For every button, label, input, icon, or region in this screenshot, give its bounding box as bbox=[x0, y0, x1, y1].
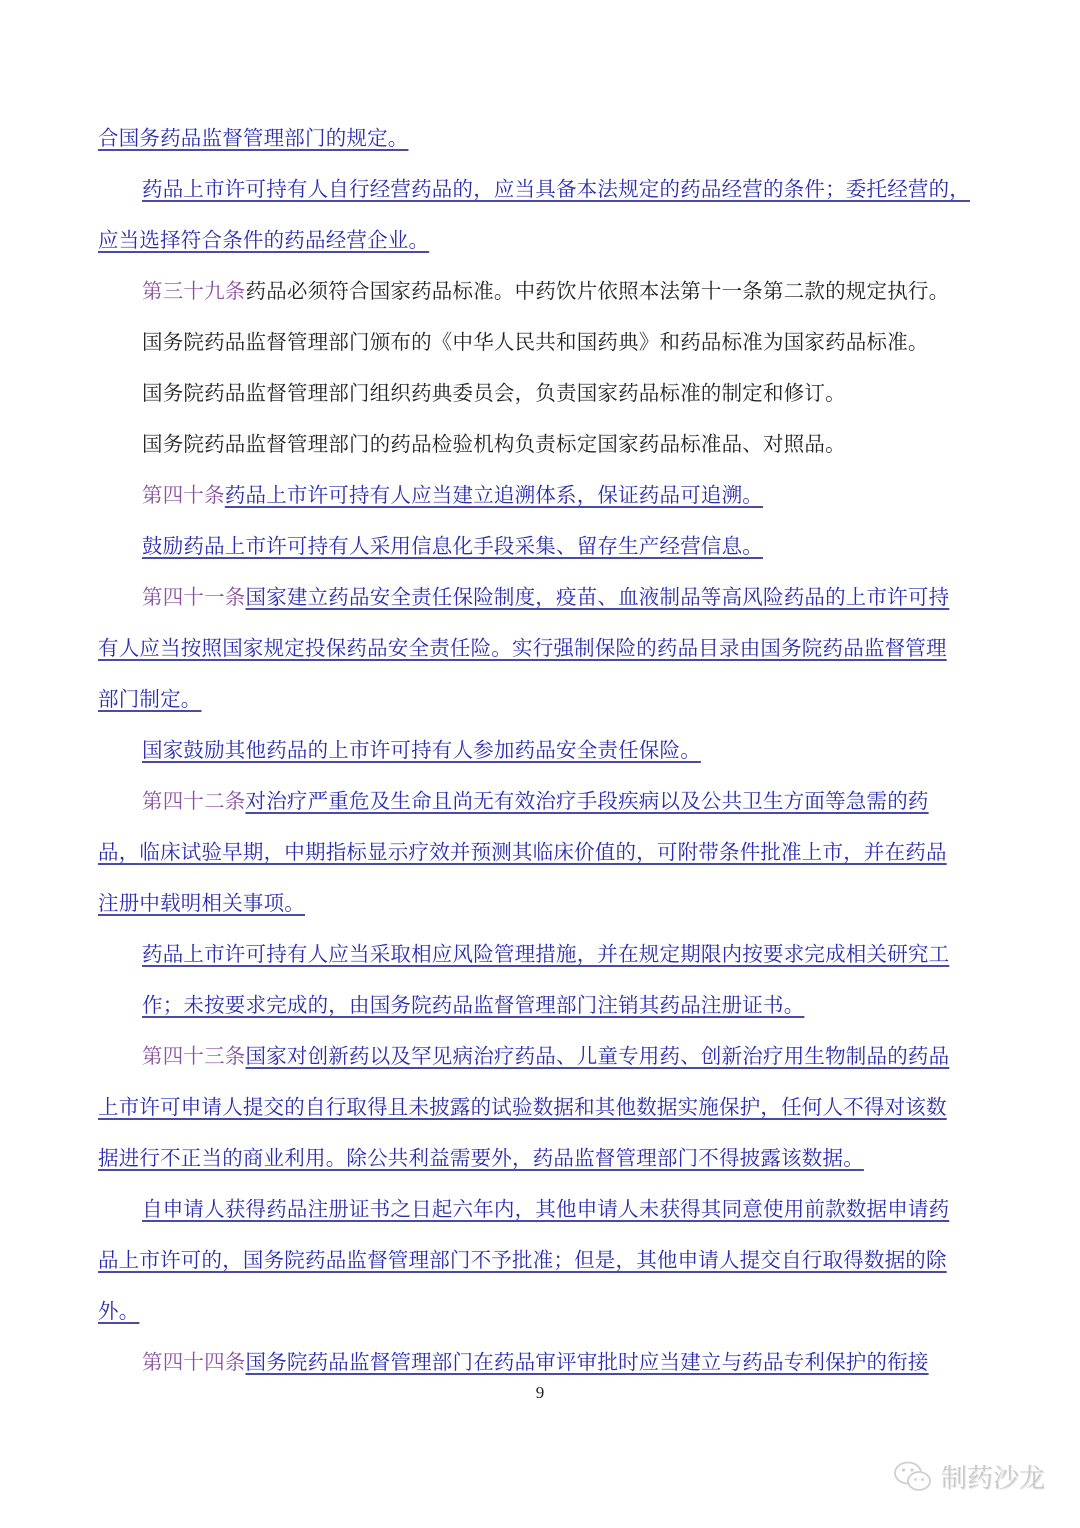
text-line bbox=[142, 480, 763, 510]
text-line bbox=[142, 429, 846, 459]
text-line bbox=[142, 378, 846, 408]
wechat-icon bbox=[893, 1460, 933, 1494]
amended-text: 有人应当按照国家规定投保药品安全责任险。实行强制保险的药品目录由国务院药品监督管理 bbox=[98, 636, 947, 660]
amended-text: 部门制定。 bbox=[98, 687, 202, 711]
text-line bbox=[98, 684, 202, 714]
amended-text: 国家对创新药以及罕见病治疗药品、儿童专用药、创新治疗用生物制品的药品 bbox=[245, 1044, 950, 1068]
article-number: 第四十四条 bbox=[142, 1350, 246, 1374]
amended-text: 上市许可申请人提交的自行取得且未披露的试验数据和其他数据实施保护，任何人不得对该数 bbox=[98, 1095, 947, 1119]
text-line bbox=[142, 939, 949, 969]
text-line bbox=[142, 735, 701, 765]
article-number: 第四十条 bbox=[142, 483, 225, 507]
article-number: 第四十二条 bbox=[142, 789, 246, 813]
text-line bbox=[98, 225, 429, 255]
text-line bbox=[98, 888, 305, 918]
amended-text: 据进行不正当的商业利用。除公共利益需要外，药品监督管理部门不得披露该数据。 bbox=[98, 1146, 864, 1170]
text-line bbox=[142, 1347, 929, 1377]
text-line bbox=[142, 1041, 949, 1071]
text-line bbox=[98, 123, 409, 153]
amended-text: 作；未按要求完成的，由国务院药品监督管理部门注销其药品注册证书。 bbox=[142, 993, 805, 1017]
watermark bbox=[893, 1458, 1045, 1495]
plain-text: 国务院药品监督管理部门的药品检验机构负责标定国家药品标准品、对照品。 bbox=[142, 432, 846, 456]
text-line bbox=[98, 1092, 947, 1122]
text-line bbox=[98, 1296, 139, 1326]
text-line bbox=[98, 1245, 947, 1275]
text-line bbox=[98, 1143, 864, 1173]
amended-text: 自申请人获得药品注册证书之日起六年内，其他申请人未获得其同意使用前款数据申请药 bbox=[142, 1197, 950, 1221]
text-line bbox=[142, 174, 970, 204]
text-line bbox=[142, 786, 929, 816]
amended-text: 药品上市许可持有人自行经营药品的，应当具备本法规定的药品经营的条件；委托经营的， bbox=[142, 177, 970, 201]
text-line bbox=[142, 990, 804, 1020]
amended-text: 应当选择符合条件的药品经营企业。 bbox=[98, 228, 430, 252]
amended-text: 对治疗严重危及生命且尚无有效治疗手段疾病以及公共卫生方面等急需的药 bbox=[245, 789, 929, 813]
amended-text: 合国务药品监督管理部门的规定。 bbox=[98, 126, 409, 150]
text-line bbox=[142, 276, 949, 306]
text-line bbox=[142, 531, 763, 561]
amended-text: 鼓励药品上市许可持有人采用信息化手段采集、留存生产经营信息。 bbox=[142, 534, 763, 558]
article-number: 第三十九条 bbox=[142, 279, 246, 303]
plain-text: 国务院药品监督管理部门颁布的《中华人民共和国药典》和药品标准为国家药品标准。 bbox=[142, 330, 929, 354]
text-line bbox=[142, 1194, 949, 1224]
amended-text: 国务院药品监督管理部门在药品审评审批时应当建立与药品专利保护的衔接 bbox=[245, 1350, 929, 1374]
plain-text: 国务院药品监督管理部门组织药典委员会，负责国家药品标准的制定和修订。 bbox=[142, 381, 846, 405]
article-number: 第四十一条 bbox=[142, 585, 246, 609]
plain-text: 药品必须符合国家药品标准。中药饮片依照本法第十一条第二款的规定执行。 bbox=[245, 279, 950, 303]
amended-text: 品，临床试验早期，中期指标显示疗效并预测其临床价值的，可附带条件批准上市，并在药品 bbox=[98, 840, 947, 864]
amended-text: 注册中载明相关事项。 bbox=[98, 891, 305, 915]
amended-text: 外。 bbox=[98, 1299, 140, 1323]
watermark-text: 制药沙龙 bbox=[941, 1464, 1046, 1494]
article-number: 第四十三条 bbox=[142, 1044, 246, 1068]
amended-text: 国家鼓励其他药品的上市许可持有人参加药品安全责任保险。 bbox=[142, 738, 701, 762]
text-line bbox=[142, 327, 929, 357]
page-number: 9 bbox=[535, 1383, 545, 1402]
amended-text: 品上市许可的，国务院药品监督管理部门不予批准；但是，其他申请人提交自行取得数据的除 bbox=[98, 1248, 947, 1272]
text-line bbox=[142, 582, 949, 612]
amended-text: 国家建立药品安全责任保险制度，疫苗、血液制品等高风险药品的上市许可持 bbox=[245, 585, 950, 609]
amended-text: 药品上市许可持有人应当建立追溯体系，保证药品可追溯。 bbox=[224, 483, 764, 507]
text-line bbox=[98, 837, 947, 867]
amended-text: 药品上市许可持有人应当采取相应风险管理措施，并在规定期限内按要求完成相关研究工 bbox=[142, 942, 950, 966]
text-line bbox=[98, 633, 947, 663]
